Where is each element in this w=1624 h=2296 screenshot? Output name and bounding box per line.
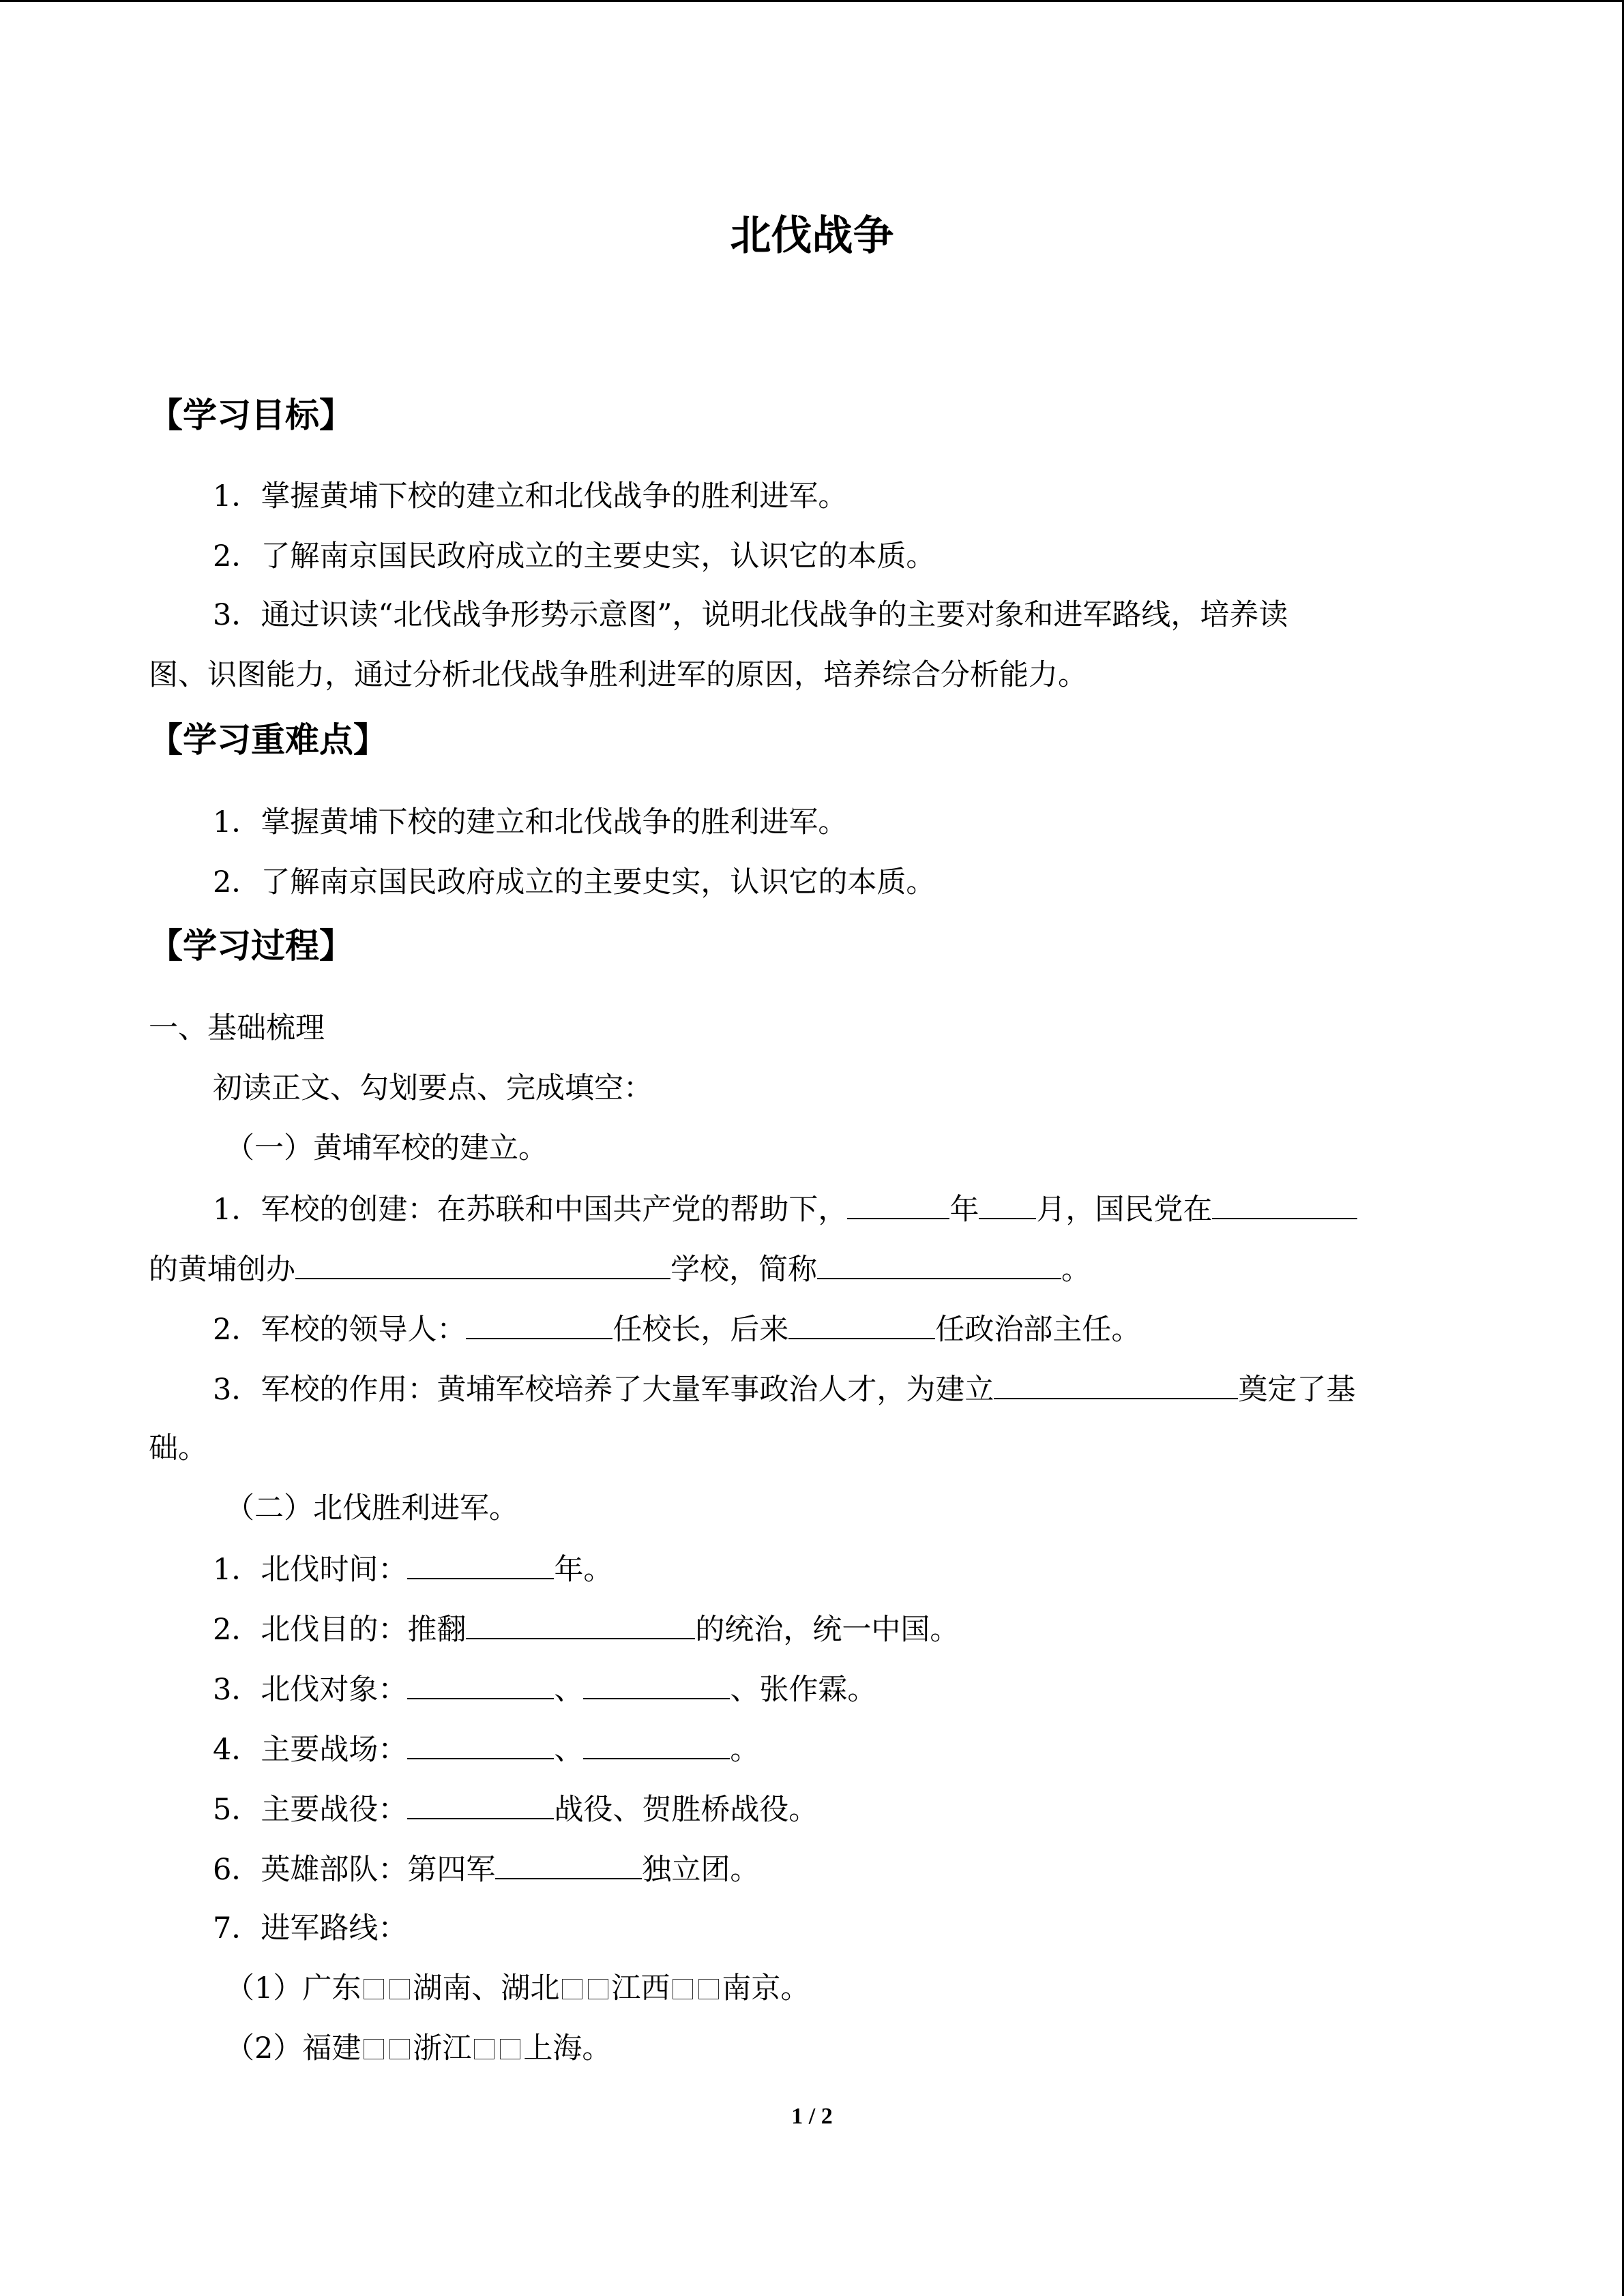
blank-battlefield-2[interactable] [583, 1728, 730, 1759]
route-1-text-a: （1）广东 [225, 1971, 361, 2006]
placeholder-box-icon [474, 2039, 494, 2059]
expedition-item-3-text-c: 、张作霖。 [730, 1673, 877, 1707]
placeholder-box-icon [562, 1979, 582, 1999]
objective-item-3-line-2: 图、识图能力，通过分析北伐战争胜利进军的原因，培养综合分析能力。 [149, 658, 1087, 692]
sub-heading-whampoa: （一）黄埔军校的建立。 [225, 1131, 548, 1165]
blank-hero-unit[interactable] [495, 1848, 642, 1879]
expedition-item-5 [213, 1788, 818, 1830]
objective-item-2: 2．了解南京国民政府成立的主要史实，认识它的本质。 [213, 539, 936, 573]
objective-item-1: 1．掌握黄埔下校的建立和北伐战争的胜利进军。 [213, 479, 848, 513]
expedition-item-1-text-b: 年。 [554, 1553, 613, 1587]
blank-year[interactable] [847, 1188, 949, 1219]
question-3-text-b: 奠定了基 [1238, 1373, 1356, 1407]
top-border [0, 0, 1624, 2]
blank-target-1[interactable] [407, 1668, 554, 1699]
expedition-item-2-text-b: 的统治，统一中国。 [695, 1613, 960, 1647]
blank-overthrow[interactable] [466, 1608, 695, 1639]
question-1-text-b: 年 [949, 1193, 979, 1227]
question-1-text-d: 的黄埔创办 [149, 1253, 295, 1287]
section-heading-key-points: 【学习重难点】 [149, 720, 387, 760]
route-2-text-b: 浙江 [413, 2031, 472, 2066]
expedition-item-3-text-b: 、 [554, 1673, 584, 1707]
route-1-text-c: 江西 [611, 1971, 670, 2006]
blank-principal[interactable] [466, 1308, 612, 1339]
question-3-line-1 [213, 1368, 1355, 1410]
blank-school-name[interactable] [295, 1248, 670, 1279]
route-1-text-d: 南京。 [722, 1971, 810, 2006]
expedition-item-4 [213, 1728, 759, 1770]
expedition-item-4-text-b: 、 [554, 1733, 584, 1767]
page-title: 北伐战争 [730, 212, 894, 260]
expedition-item-2-text-a: 2．北伐目的：推翻 [213, 1613, 467, 1647]
question-3-line-2: 础。 [149, 1431, 207, 1465]
placeholder-box-icon [698, 1979, 719, 1999]
question-1-text-a: 1．军校的创建：在苏联和中国共产党的帮助下， [213, 1193, 848, 1227]
question-1-line-2 [149, 1248, 1091, 1290]
section-heading-process: 【学习过程】 [149, 926, 353, 966]
expedition-item-3 [213, 1668, 876, 1710]
placeholder-box-icon [364, 2039, 384, 2059]
expedition-item-5-text-a: 5．主要战役： [213, 1793, 408, 1827]
blank-foundation[interactable] [994, 1368, 1238, 1399]
question-1-text-e: 学校，简称 [670, 1253, 817, 1287]
placeholder-box-icon [588, 1979, 608, 1999]
route-1-text-b: 湖南、湖北 [413, 1971, 560, 2006]
expedition-item-5-text-b: 战役、贺胜桥战役。 [554, 1793, 818, 1827]
expedition-item-1 [213, 1548, 612, 1590]
instruction-text: 初读正文、勾划要点、完成填空： [213, 1071, 653, 1105]
blank-expedition-year[interactable] [407, 1548, 554, 1579]
sub-heading-northern-expedition: （二）北伐胜利进军。 [225, 1491, 518, 1525]
expedition-item-2 [213, 1608, 959, 1650]
section-heading-objectives: 【学习目标】 [149, 396, 353, 435]
blank-school-abbr[interactable] [817, 1248, 1061, 1279]
question-1-text-c: 月，国民党在 [1036, 1193, 1213, 1227]
expedition-item-4-text-c: 。 [730, 1733, 760, 1767]
placeholder-box-icon [673, 1979, 693, 1999]
question-2-text-b: 任校长，后来 [612, 1313, 789, 1347]
page-number: 1 / 2 [791, 2104, 833, 2129]
route-2 [225, 2028, 611, 2069]
objective-item-3-line-1: 3．通过识读“北伐战争形势示意图”，说明北伐战争的主要对象和进军路线，培养读 [213, 598, 1288, 632]
blank-target-2[interactable] [583, 1668, 730, 1699]
question-1-line-1 [213, 1188, 1357, 1230]
question-1-text-f: 。 [1061, 1253, 1091, 1287]
blank-month[interactable] [979, 1188, 1036, 1219]
key-point-item-2: 2．了解南京国民政府成立的主要史实，认识它的本质。 [213, 865, 936, 899]
blank-director[interactable] [788, 1308, 935, 1339]
placeholder-box-icon [500, 2039, 520, 2059]
key-point-item-1: 1．掌握黄埔下校的建立和北伐战争的胜利进军。 [213, 805, 848, 839]
route-2-text-c: 上海。 [523, 2031, 612, 2066]
expedition-item-6-text-b: 独立团。 [642, 1853, 760, 1887]
part-one-heading: 一、基础梳理 [149, 1011, 325, 1045]
blank-battle[interactable] [407, 1788, 554, 1819]
expedition-item-6 [213, 1848, 759, 1890]
question-2-text-a: 2．军校的领导人： [213, 1313, 467, 1347]
question-3-text-a: 3．军校的作用：黄埔军校培养了大量军事政治人才，为建立 [213, 1373, 994, 1407]
blank-location[interactable] [1212, 1188, 1357, 1219]
question-2 [213, 1308, 1140, 1350]
expedition-item-6-text-a: 6．英雄部队：第四军 [213, 1853, 496, 1887]
route-1 [225, 1968, 810, 2009]
placeholder-box-icon [389, 2039, 410, 2059]
blank-battlefield-1[interactable] [407, 1728, 554, 1759]
placeholder-box-icon [364, 1979, 384, 1999]
expedition-item-1-text-a: 1．北伐时间： [213, 1553, 408, 1587]
expedition-item-7: 7．进军路线： [213, 1911, 408, 1945]
expedition-item-4-text-a: 4．主要战场： [213, 1733, 408, 1767]
placeholder-box-icon [389, 1979, 410, 1999]
expedition-item-3-text-a: 3．北伐对象： [213, 1673, 408, 1707]
question-2-text-c: 任政治部主任。 [935, 1313, 1141, 1347]
route-2-text-a: （2）福建 [225, 2031, 361, 2066]
